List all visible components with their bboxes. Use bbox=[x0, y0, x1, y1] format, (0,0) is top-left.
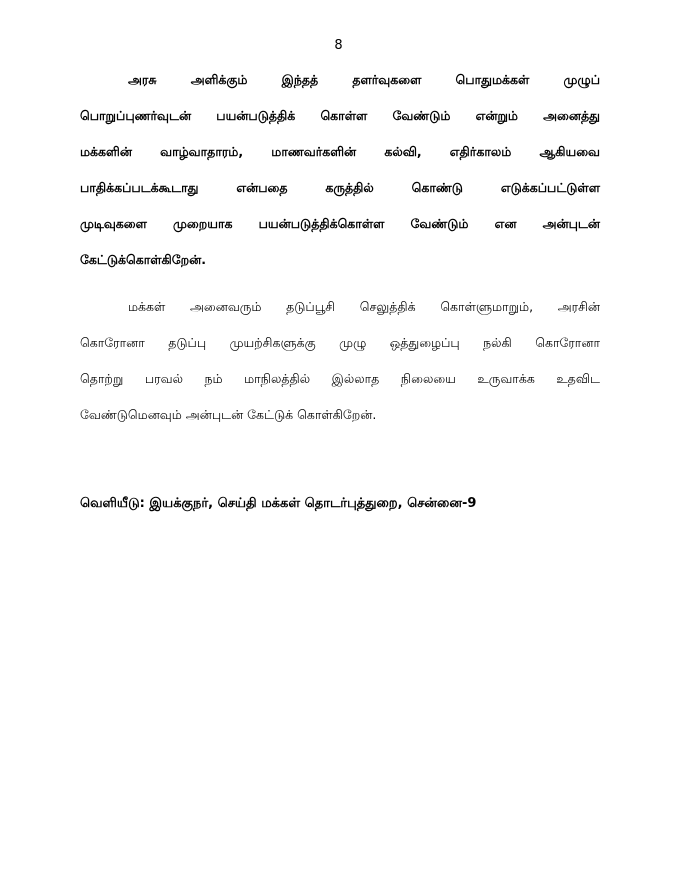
paragraph-line: மக்களின் வாழ்வாதாரம், மாணவர்களின் கல்வி, எதிர்காலம் ஆகியவை bbox=[80, 144, 600, 159]
paragraph-line: முடிவுகளை முறையாக பயன்படுத்திக்கொள்ள வேண்டும் என அன்புடன் bbox=[80, 216, 600, 231]
publisher-line: வெளியீடு: இயக்குநர், செய்தி மக்கள் தொடர்புத்துறை, சென்னை-9 bbox=[80, 496, 477, 511]
paragraph-line: வேண்டுமெனவும் அன்புடன் கேட்டுக் கொள்கிறேன். bbox=[80, 407, 377, 422]
page-number: 8 bbox=[334, 38, 343, 53]
paragraph-line: பொறுப்புணர்வுடன் பயன்படுத்திக் கொள்ள வேண்டும் என்றும் அனைத்து bbox=[80, 108, 600, 123]
paragraph-line: கொரோனா தடுப்பு முயற்சிகளுக்கு முழு ஒத்துழைப்பு நல்கி கொரோனா bbox=[80, 335, 600, 350]
paragraph-vaccination-appeal bbox=[80, 297, 600, 441]
paragraph-line: தொற்று பரவல் நம் மாநிலத்தில் இல்லாத நிலையை உருவாக்க உதவிட bbox=[80, 371, 600, 386]
paragraph-relaxations-appeal bbox=[80, 70, 600, 286]
paragraph-line: கேட்டுக்கொள்கிறேன். bbox=[80, 252, 207, 267]
paragraph-line: அரசு அளிக்கும் இந்தத் தளர்வுகளை பொதுமக்கள் முழுப் bbox=[128, 72, 600, 87]
paragraph-line: மக்கள் அனைவரும் தடுப்பூசி செலுத்திக் கொள்ளுமாறும், அரசின் bbox=[128, 299, 600, 314]
paragraph-line: பாதிக்கப்படக்கூடாது என்பதை கருத்தில் கொண்டு எடுக்கப்பட்டுள்ள bbox=[80, 180, 600, 195]
